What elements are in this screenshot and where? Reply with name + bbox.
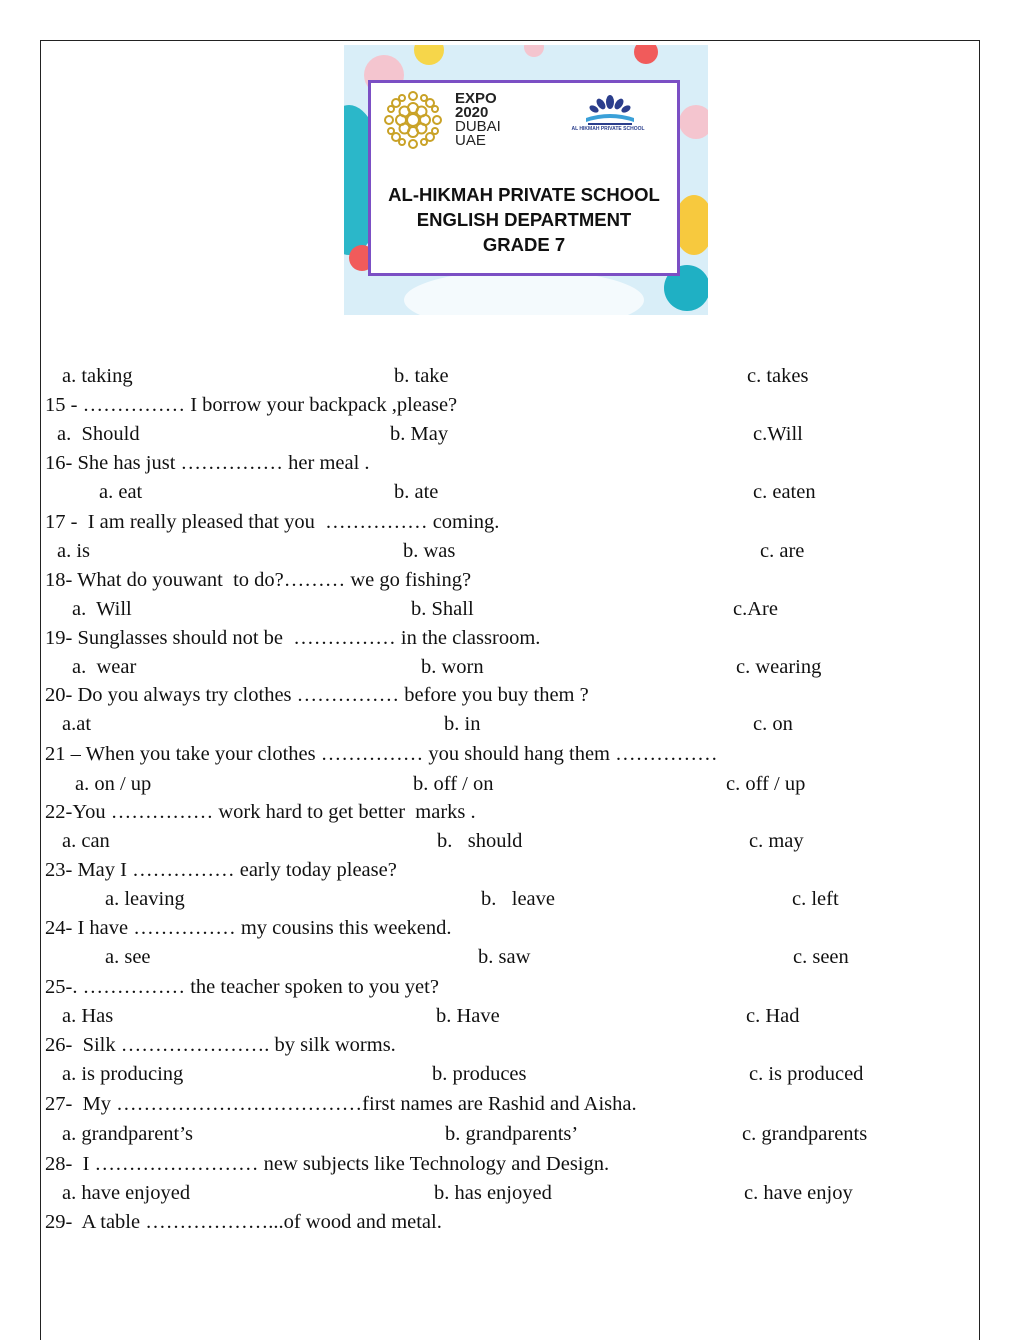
option-b: b. leave	[481, 888, 555, 910]
option-b: b. in	[444, 713, 481, 735]
question-24: 24- I have …………… my cousins this weekend.	[45, 917, 452, 939]
expo-2020-logo-icon	[380, 87, 446, 153]
option-a: a. eat	[99, 481, 143, 503]
option-a: a.at	[62, 713, 92, 735]
question-27: 27- My ………………………………first names are Rashid and Aisha.	[45, 1093, 637, 1115]
option-a: a. is producing	[62, 1063, 184, 1085]
option-a: a. taking	[62, 365, 133, 387]
option-b: b. has enjoyed	[434, 1182, 552, 1204]
option-b: b. Have	[436, 1005, 500, 1027]
option-c: c. are	[760, 540, 805, 562]
question-22: 22-You …………… work hard to get better marks .	[45, 801, 476, 823]
option-c: c. grandparents	[742, 1123, 868, 1145]
option-a: a. Will	[72, 598, 132, 620]
option-b: b. grandparents’	[445, 1123, 579, 1145]
grade-label: GRADE 7	[482, 234, 566, 255]
option-a: a. see	[105, 946, 151, 968]
question-28: 28- I …………………… new subjects like Technology and Design.	[45, 1153, 610, 1175]
option-c: c. may	[749, 830, 804, 852]
option-c: c. wearing	[736, 656, 822, 678]
option-a: a. grandparent’s	[62, 1123, 193, 1145]
question-15: 15 - …………… I borrow your backpack ,please?	[45, 394, 458, 416]
question-17: 17 - I am really pleased that you …………… coming.	[45, 511, 500, 533]
option-b: b. Shall	[411, 598, 474, 620]
question-26: 26- Silk …………………. by silk worms.	[45, 1034, 396, 1056]
option-c: c. off / up	[726, 773, 806, 795]
question-16: 16- She has just …………… her meal .	[45, 452, 370, 474]
option-a: a. have enjoyed	[62, 1182, 191, 1204]
option-c: c. Had	[746, 1005, 800, 1027]
option-c: c. is produced	[749, 1063, 864, 1085]
option-b: b. was	[403, 540, 456, 562]
question-21: 21 – When you take your clothes …………… you should hang them ……………	[45, 743, 718, 765]
school-logo-caption: AL HIKMAH PRIVATE SCHOOL	[571, 126, 645, 132]
question-25: 25-. …………… the teacher spoken to you yet?	[45, 976, 439, 998]
option-c: c. takes	[747, 365, 809, 387]
question-18: 18- What do youwant to do?……… we go fishing?	[45, 569, 472, 591]
option-b: b. worn	[421, 656, 484, 678]
expo-wordmark: EXPO 2020 DUBAI UAE	[455, 90, 501, 149]
option-a: a. Has	[62, 1005, 114, 1027]
option-a: a. can	[62, 830, 110, 852]
option-c: c. seen	[793, 946, 849, 968]
department-name: ENGLISH DEPARTMENT	[416, 209, 632, 230]
option-b: b. May	[390, 423, 449, 445]
option-c: c. on	[753, 713, 793, 735]
option-c: c.Will	[753, 423, 803, 445]
option-c: c.Are	[733, 598, 778, 620]
option-a: a. on / up	[75, 773, 152, 795]
option-c: c. eaten	[753, 481, 816, 503]
option-b: b. should	[437, 830, 523, 852]
option-b: b. ate	[394, 481, 439, 503]
option-b: b. off / on	[413, 773, 494, 795]
question-23: 23- May I …………… early today please?	[45, 859, 397, 881]
question-29: 29- A table ………………...of wood and metal.	[45, 1211, 442, 1233]
option-b: b. take	[394, 365, 449, 387]
question-19: 19- Sunglasses should not be …………… in the classroom.	[45, 627, 541, 649]
option-a: a. leaving	[105, 888, 185, 910]
option-b: b. produces	[432, 1063, 527, 1085]
option-a: a. Should	[57, 423, 140, 445]
option-c: c. left	[792, 888, 839, 910]
school-name: AL-HIKMAH PRIVATE SCHOOL	[388, 184, 660, 205]
option-a: a. is	[57, 540, 91, 562]
option-b: b. saw	[478, 946, 531, 968]
option-c: c. have enjoy	[744, 1182, 853, 1204]
school-crest-icon	[580, 92, 640, 128]
option-a: a. wear	[72, 656, 137, 678]
question-20: 20- Do you always try clothes …………… before you buy them ?	[45, 684, 589, 706]
